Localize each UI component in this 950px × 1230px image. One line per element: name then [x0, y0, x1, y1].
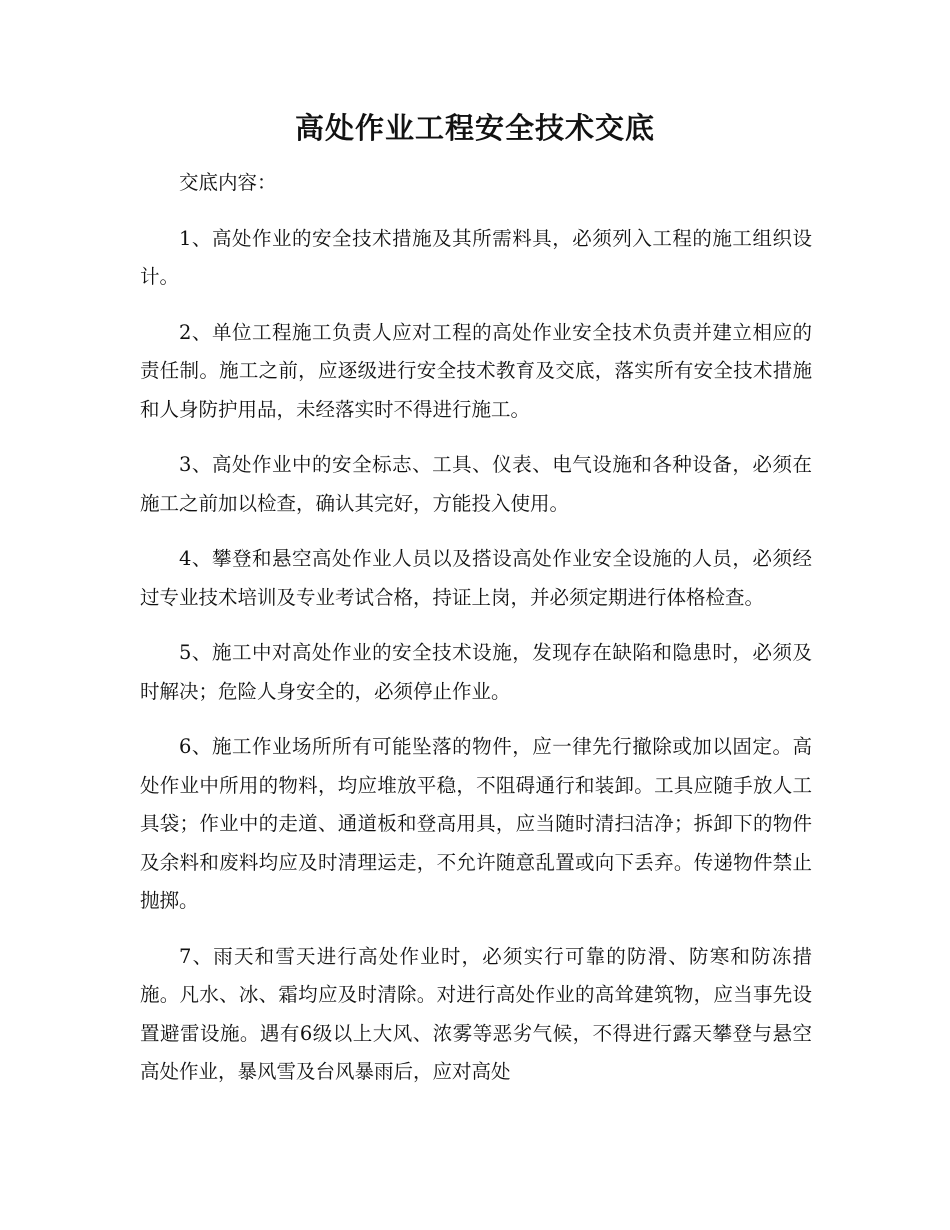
paragraph-1: 1、高处作业的安全技术措施及其所需料具，必须列入工程的施工组织设计。 [140, 226, 812, 288]
document-title: 高处作业工程安全技术交底 [294, 111, 655, 145]
paragraph-5: 5、施工中对高处作业的安全技术设施，发现存在缺陷和隐患时，必须及时解决；危险人身安全的，必须停止作业。 [140, 641, 812, 703]
paragraph-2: 2、单位工程施工负责人应对工程的高处作业安全技术负责并建立相应的责任制。施工之前，应逐级进行安全技术教育及交底，落实所有安全技术措施和人身防护用品，未经落实时不得进行施工。 [140, 320, 812, 421]
paragraph-6: 6、施工作业场所所有可能坠落的物件，应一律先行撤除或加以固定。高处作业中所用的物料，均应堆放平稳，不阻碍通行和装卸。工具应随手放人工具袋；作业中的走道、通道板和登高用具，应当随时清扫洁净；拆卸下的物件及余料和废料均应及时清理运走，不允许随意乱置或向下丢弃。传递物件禁止抛掷。 [140, 735, 812, 912]
paragraph-4: 4、攀登和悬空高处作业人员以及搭设高处作业安全设施的人员，必须经过专业技术培训及专业考试合格，持证上岗，并必须定期进行体格检查。 [140, 547, 812, 609]
document-body [140, 164, 812, 1109]
intro-paragraph: 交底内容： [179, 171, 277, 194]
paragraph-3: 3、高处作业中的安全标志、工具、仪表、电气设施和各种设备，必须在施工之前加以检查，确认其完好，方能投入使用。 [140, 453, 812, 515]
paragraph-7: 7、雨天和雪天进行高处作业时，必须实行可靠的防滑、防寒和防冻措施。凡水、冰、霜均应及时清除。对进行高处作业的高耸建筑物，应当事先设置避雷设施。遇有6级以上大风、浓雾等恶劣气候，不得进行露天攀登与悬空高处作业，暴风雪及台风暴雨后，应对高处 [140, 944, 812, 1083]
